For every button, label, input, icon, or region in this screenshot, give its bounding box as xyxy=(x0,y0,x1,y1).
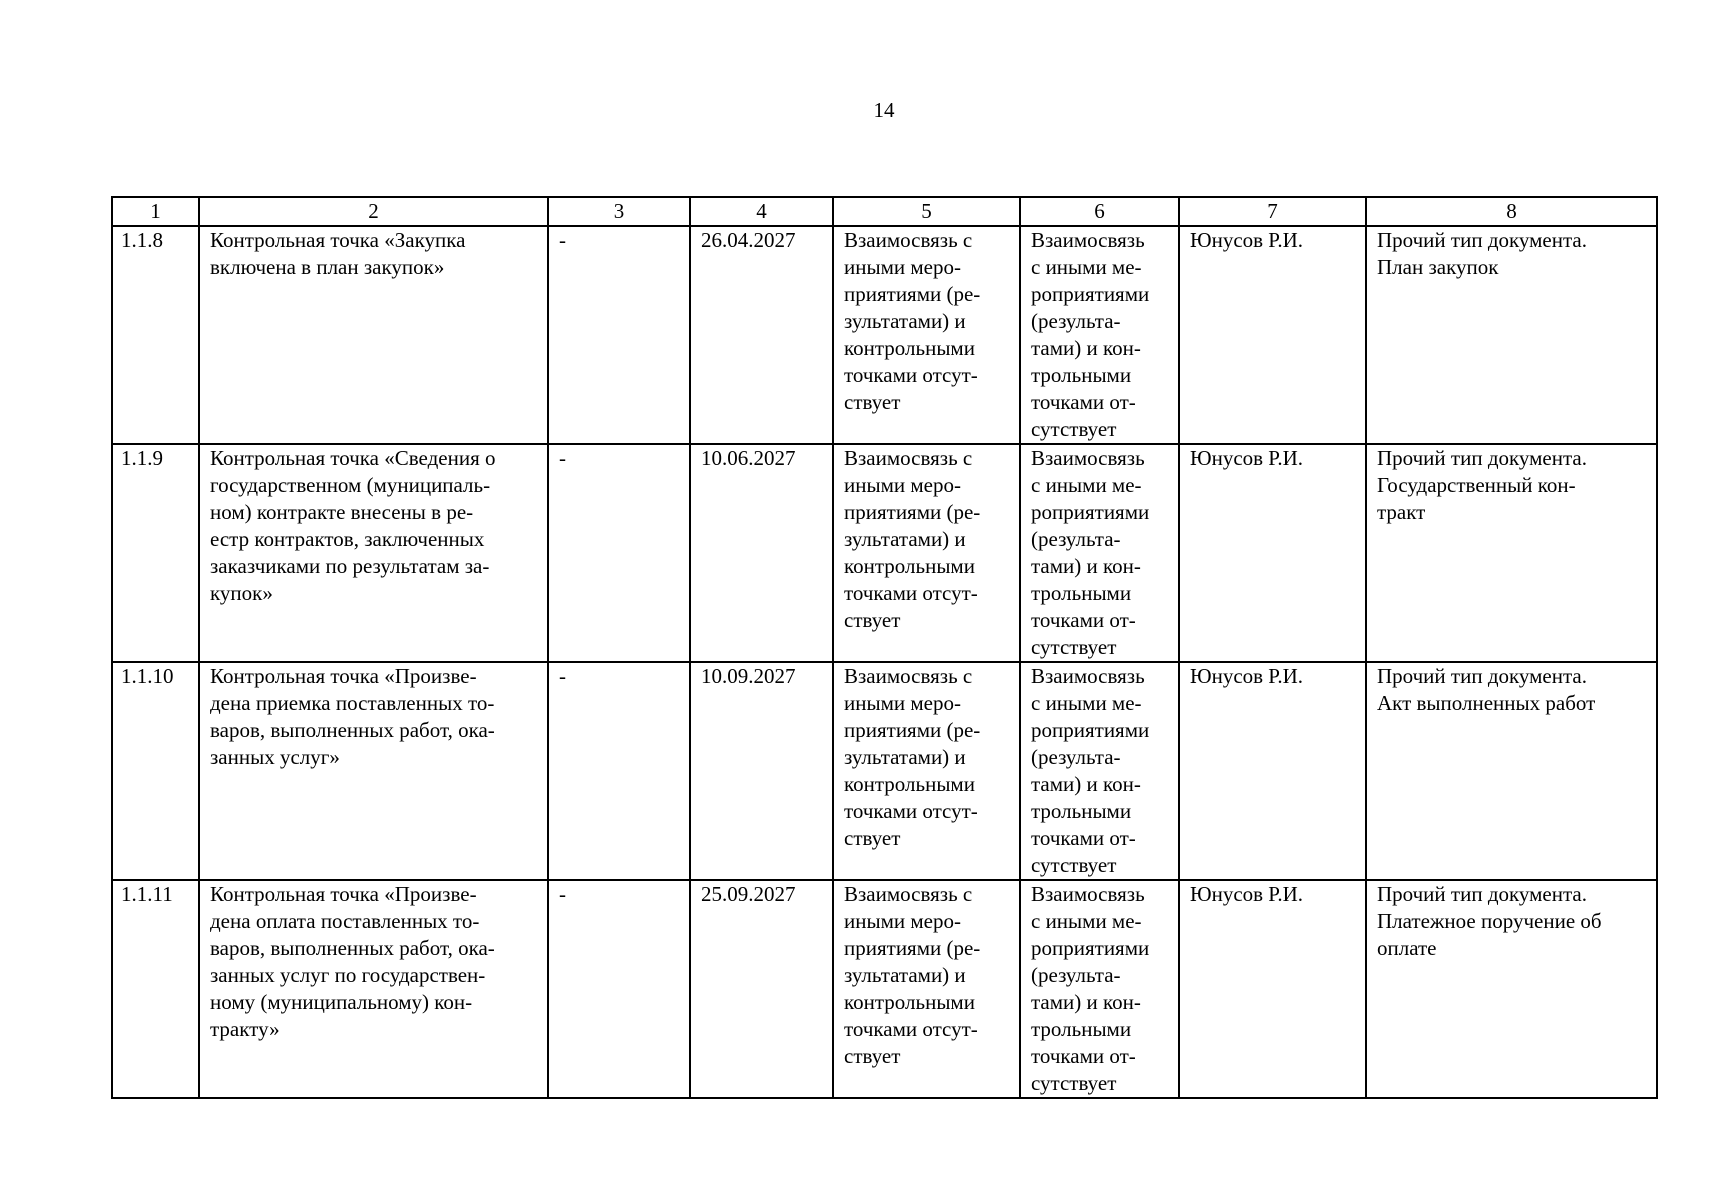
table-row xyxy=(112,880,1657,1098)
column-5-cell: Взаимосвязь с иными меро- приятиями (ре- зультатами) и контрольными точками отсут- ствует xyxy=(833,662,1020,880)
document-type-cell: Прочий тип документа. Государственный кон- тракт xyxy=(1366,444,1657,662)
date-cell: 10.09.2027 xyxy=(690,662,833,880)
column-header: 8 xyxy=(1366,197,1657,226)
document-type-cell: Прочий тип документа. Акт выполненных работ xyxy=(1366,662,1657,880)
column-5-cell: Взаимосвязь с иными меро- приятиями (ре- зультатами) и контрольными точками отсут- ствует xyxy=(833,226,1020,444)
column-5-cell: Взаимосвязь с иными меро- приятиями (ре- зультатами) и контрольными точками отсут- ствует xyxy=(833,444,1020,662)
control-point-name: Контрольная точка «Закупка включена в план закупок» xyxy=(199,226,548,444)
column-3-cell: - xyxy=(548,880,690,1098)
column-header: 1 xyxy=(112,197,199,226)
page-number: 14 xyxy=(873,98,895,122)
row-number: 1.1.10 xyxy=(112,662,199,880)
responsible-cell: Юнусов Р.И. xyxy=(1179,880,1366,1098)
row-number: 1.1.9 xyxy=(112,444,199,662)
column-3-cell: - xyxy=(548,662,690,880)
column-6-cell: Взаимосвязь с иными ме- роприятиями (результа- тами) и кон- трольными точками от- сутствует xyxy=(1020,880,1179,1098)
row-number: 1.1.8 xyxy=(112,226,199,444)
table-row xyxy=(112,226,1657,444)
column-header: 5 xyxy=(833,197,1020,226)
column-header: 3 xyxy=(548,197,690,226)
responsible-cell: Юнусов Р.И. xyxy=(1179,662,1366,880)
document-type-cell: Прочий тип документа. План закупок xyxy=(1366,226,1657,444)
control-point-name: Контрольная точка «Произве- дена приемка поставленных то- варов, выполненных работ, ока- занных услуг» xyxy=(199,662,548,880)
control-point-name: Контрольная точка «Сведения о государственном (муниципаль- ном) контракте внесены в ре- естр контрактов, заключенных заказчиками по результатам за- купок» xyxy=(199,444,548,662)
table-row xyxy=(112,662,1657,880)
responsible-cell: Юнусов Р.И. xyxy=(1179,444,1366,662)
column-3-cell: - xyxy=(548,226,690,444)
column-header: 4 xyxy=(690,197,833,226)
column-6-cell: Взаимосвязь с иными ме- роприятиями (результа- тами) и кон- трольными точками от- сутствует xyxy=(1020,444,1179,662)
date-cell: 10.06.2027 xyxy=(690,444,833,662)
row-number: 1.1.11 xyxy=(112,880,199,1098)
date-cell: 26.04.2027 xyxy=(690,226,833,444)
column-header: 2 xyxy=(199,197,548,226)
control-points-table xyxy=(111,196,1658,1099)
table-row xyxy=(112,444,1657,662)
column-3-cell: - xyxy=(548,444,690,662)
date-cell: 25.09.2027 xyxy=(690,880,833,1098)
control-point-name: Контрольная точка «Произве- дена оплата поставленных то- варов, выполненных работ, ока- занных услуг по государствен- ному (муниципальному) кон- тракту» xyxy=(199,880,548,1098)
column-6-cell: Взаимосвязь с иными ме- роприятиями (результа- тами) и кон- трольными точками от- сутствует xyxy=(1020,662,1179,880)
column-5-cell: Взаимосвязь с иными меро- приятиями (ре- зультатами) и контрольными точками отсут- ствует xyxy=(833,880,1020,1098)
responsible-cell: Юнусов Р.И. xyxy=(1179,226,1366,444)
document-type-cell: Прочий тип документа. Платежное поручение об оплате xyxy=(1366,880,1657,1098)
column-6-cell: Взаимосвязь с иными ме- роприятиями (результа- тами) и кон- трольными точками от- сутствует xyxy=(1020,226,1179,444)
table-header-row xyxy=(112,197,1657,226)
column-header: 6 xyxy=(1020,197,1179,226)
column-header: 7 xyxy=(1179,197,1366,226)
